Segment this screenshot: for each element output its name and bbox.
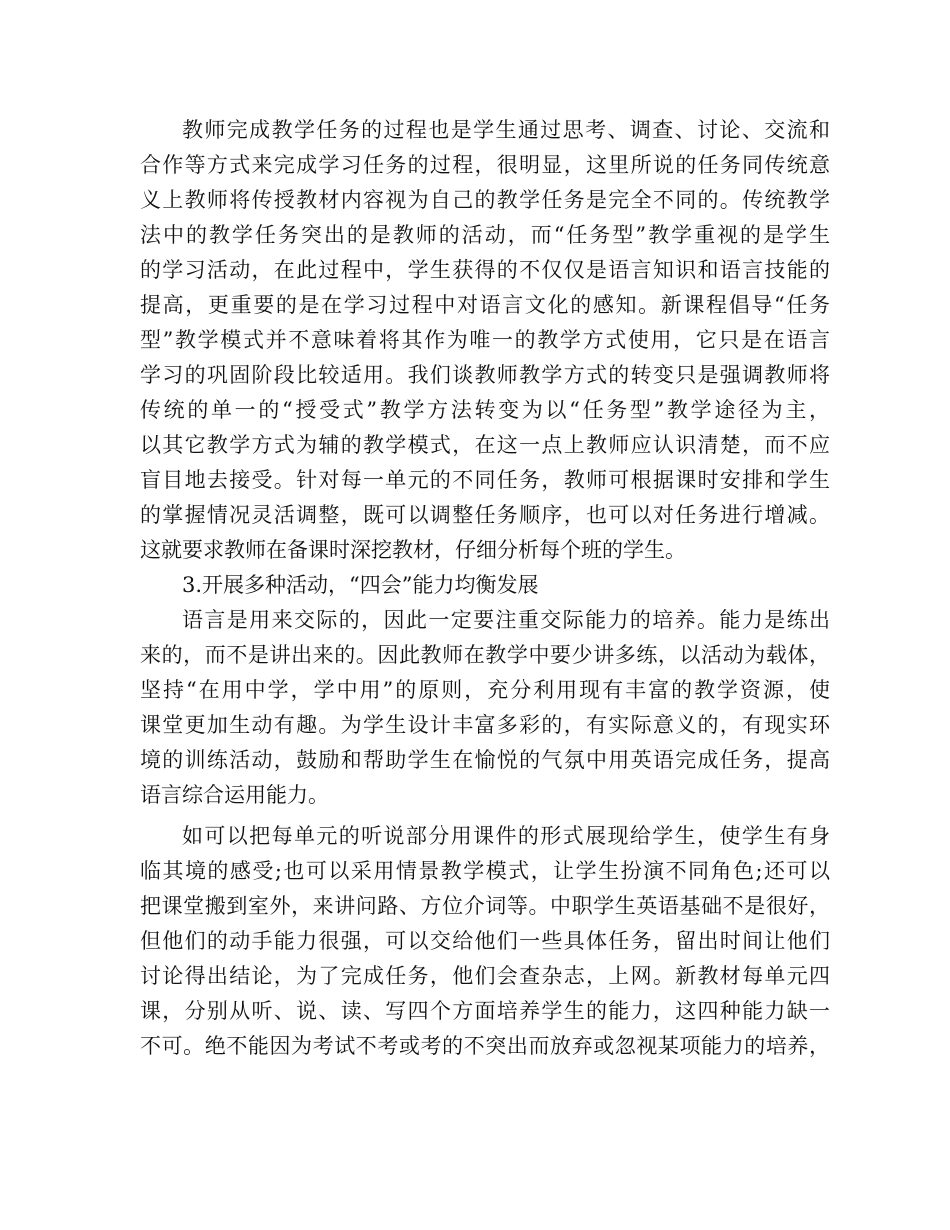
- paragraph-3: [140, 819, 830, 1064]
- text-line: 合作等方式来完成学习任务的过程，很明显，这里所说的任务同传统意: [140, 153, 830, 177]
- text-line: 提高，更重要的是在学习过程中对语言文化的感知。新课程倡导“任务: [140, 293, 830, 317]
- section-heading: 3.开展多种活动，“四会”能力均衡发展: [182, 573, 539, 597]
- text-line: 型”教学模式并不意味着将其作为唯一的教学方式使用，它只是在语言: [140, 328, 830, 352]
- document-page: [140, 113, 830, 1064]
- text-line: 盲目地去接受。针对每一单元的不同任务，教师可根据课时安排和学生: [140, 468, 830, 492]
- text-line: 的掌握情况灵活调整，既可以调整任务顺序，也可以对任务进行增减。: [140, 503, 830, 527]
- text-line: 法中的教学任务突出的是教师的活动，而“任务型”教学重视的是学生: [140, 223, 830, 247]
- text-line: 这就要求教师在备课时深挖教材，仔细分析每个班的学生。: [140, 538, 686, 562]
- paragraph-1: [140, 113, 830, 568]
- paragraph-2: [140, 603, 830, 813]
- text-line: 但他们的动手能力很强，可以交给他们一些具体任务，留出时间让他们: [140, 929, 830, 953]
- text-line: 语言综合运用能力。: [140, 783, 329, 807]
- text-line: 临其境的感受;也可以采用情景教学模式，让学生扮演不同角色;还可以: [140, 859, 830, 883]
- text-line: 课堂更加生动有趣。为学生设计丰富多彩的，有实际意义的，有现实环: [140, 713, 830, 737]
- text-line: 语言是用来交际的，因此一定要注重交际能力的培养。能力是练出: [182, 608, 830, 632]
- text-line: 坚持“在用中学，学中用”的原则，充分利用现有丰富的教学资源，使: [140, 678, 830, 702]
- text-line: 教师完成教学任务的过程也是学生通过思考、调查、讨论、交流和: [182, 118, 830, 142]
- text-line: 讨论得出结论，为了完成任务，他们会查杂志，上网。新教材每单元四: [140, 964, 830, 988]
- text-line: 以其它教学方式为辅的教学模式，在这一点上教师应认识清楚，而不应: [140, 433, 830, 457]
- text-line: 学习的巩固阶段比较适用。我们谈教师教学方式的转变只是强调教师将: [140, 363, 830, 387]
- text-line: 课，分别从听、说、读、写四个方面培养学生的能力，这四种能力缺一: [140, 999, 830, 1023]
- text-line: 境的训练活动，鼓励和帮助学生在愉悦的气氛中用英语完成任务，提高: [140, 748, 830, 772]
- text-line: 传统的单一的“授受式”教学方法转变为以“任务型”教学途径为主，: [140, 398, 830, 422]
- text-line: 义上教师将传授教材内容视为自己的教学任务是完全不同的。传统教学: [140, 188, 830, 212]
- text-line: 的学习活动，在此过程中，学生获得的不仅仅是语言知识和语言技能的: [140, 258, 830, 282]
- text-line: 把课堂搬到室外，来讲问路、方位介词等。中职学生英语基础不是很好，: [140, 894, 830, 918]
- text-line: 来的，而不是讲出来的。因此教师在教学中要少讲多练，以活动为载体，: [140, 643, 830, 667]
- text-line: 如可以把每单元的听说部分用课件的形式展现给学生，使学生有身: [182, 824, 830, 848]
- text-line: 不可。绝不能因为考试不考或考的不突出而放弃或忽视某项能力的培养，: [140, 1034, 830, 1058]
